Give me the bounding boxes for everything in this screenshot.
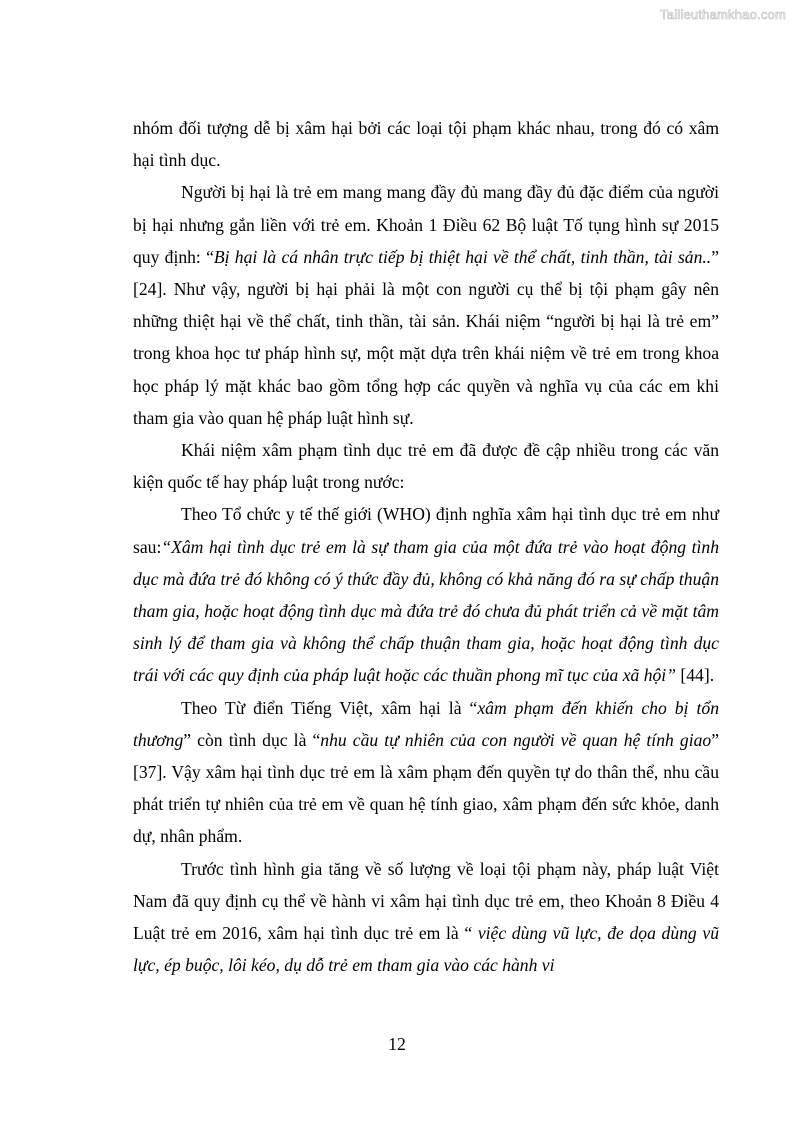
text-run: ” [37]. Vậy xâm hại tình dục trẻ em là xâm phạm đến quyền tự do thân thể, nhu cầu phát triển tự nhiên của trẻ em về quan hệ tính giao, xâm phạm đến sức khỏe, danh dự, nhân phẩm. xyxy=(133,729,719,847)
page-number: 12 xyxy=(388,1034,406,1054)
paragraph xyxy=(133,853,719,982)
text-run: Theo Tổ chức y tế thế giới (WHO) định nghĩa xâm hại tình dục trẻ em như sau: xyxy=(133,504,719,557)
text-run: Trước tình hình gia tăng về số lượng về loại tội phạm này, pháp luật Việt Nam đã quy định cụ thể về hành vi xâm hại tình dục trẻ em, theo Khoản 8 Điều 4 Luật trẻ em 2016, xâm hại tình dục trẻ em là “ xyxy=(133,858,719,944)
paragraph xyxy=(133,176,719,434)
text-run: [44]. xyxy=(675,665,715,686)
text-run: Theo Từ điển Tiếng Việt, xâm hại là “ xyxy=(181,697,478,718)
text-run: Người bị hại là trẻ em mang mang đầy đủ mang đầy đủ đặc điểm của người bị hại nhưng gắn liền với trẻ em. Khoản 1 Điều 62 Bộ luật Tố tụng hình sự 2015 quy định: “ xyxy=(133,182,719,267)
paragraph xyxy=(133,112,719,176)
text-run: ” còn tình dục là “ xyxy=(183,729,321,750)
text-run: ” [24]. Như vậy, người bị hại phải là một con người cụ thể bị tội phạm gây nên những thiệt hại về thể chất, tinh thần, tài sản. Khái niệm “người bị hại là trẻ em” trong khoa học tư pháp hình sự, một mặt dựa trên khái niệm về trẻ em trong khoa học pháp lý mặt khác bao gồm tổng hợp các quyền và nghĩa vụ của các em khi tham gia vào quan hệ pháp luật hình sự. xyxy=(133,246,719,428)
italic-quote-run: nhu cầu tự nhiên của con người về quan hệ tính giao xyxy=(320,729,712,750)
italic-quote-run: “Xâm hại tình dục trẻ em là sự tham gia của một đứa trẻ vào hoạt động tình dục mà đứa trẻ đó không có ý thức đầy đủ, không có khả năng đó ra sự chấp thuận tham gia, hoặc hoạt động tình dục mà đứa trẻ đó chưa đủ phát triển cả về mặt tâm sinh lý để tham gia và không thể chấp thuận tham gia, hoặc hoạt động tình dục trái với các quy định của pháp luật hoặc các thuần phong mĩ tục của xã hội” xyxy=(133,536,719,686)
paragraph xyxy=(133,434,719,498)
text-run: nhóm đối tượng dễ bị xâm hại bởi các loại tội phạm khác nhau, trong đó có xâm hại tình dục. xyxy=(133,118,719,171)
italic-quote-run: xâm phạm đến khiến cho bị tổn thương xyxy=(133,697,719,750)
body-text xyxy=(133,112,719,981)
watermark: Tailieuthamkhao.com xyxy=(660,7,786,22)
italic-quote-run: Bị hại là cá nhân trực tiếp bị thiệt hại về thể chất, tinh thần, tài sản.. xyxy=(213,246,712,267)
paragraph xyxy=(133,498,719,691)
paragraph xyxy=(133,692,719,853)
italic-quote-run: việc dùng vũ lực, đe dọa dùng vũ lực, ép buộc, lôi kéo, dụ dỗ trẻ em tham gia vào các hành vi xyxy=(133,923,719,976)
text-run: Khái niệm xâm phạm tình dục trẻ em đã được đề cập nhiều trong các văn kiện quốc tế hay pháp luật trong nước: xyxy=(133,440,719,493)
